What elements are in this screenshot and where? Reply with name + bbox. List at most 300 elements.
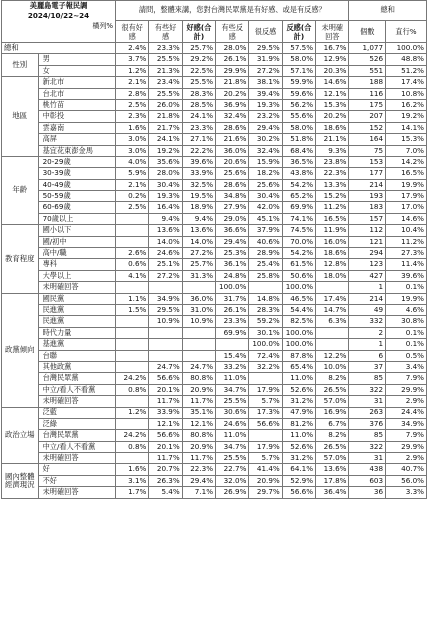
table-row: [2, 202, 427, 213]
row-label: 基進黨: [38, 339, 115, 350]
cell-value: 6.3%: [316, 316, 349, 327]
cell-value: 81.2%: [282, 418, 315, 429]
table-row: [2, 111, 427, 122]
row-label: 台聯: [38, 350, 115, 361]
cell-value: 69.9%: [216, 327, 249, 338]
cell-value: 34.7%: [216, 441, 249, 452]
cell-value: 56.6%: [249, 418, 282, 429]
poll-date: 2024/10/22~24: [27, 11, 90, 20]
group-label: 年齡: [2, 156, 39, 224]
cell-value: 33.9%: [182, 168, 215, 179]
group-label: 政治立場: [2, 407, 39, 464]
cell-value: 12.1%: [149, 418, 182, 429]
cell-value: 36.4%: [316, 487, 349, 498]
cell-value: 55.6%: [282, 111, 315, 122]
cell-value: 12.1%: [182, 418, 215, 429]
table-row: [2, 77, 427, 88]
cell-value: 16.5%: [316, 213, 349, 224]
cell-value: 2.5%: [116, 202, 149, 213]
cell-value: 16.2%: [386, 99, 427, 110]
cell-value: 188: [349, 77, 386, 88]
cell-value: 24.6%: [149, 248, 182, 259]
cell-value: 22.2%: [182, 145, 215, 156]
row-label: 時代力量: [38, 327, 115, 338]
cell-value: 8.2%: [316, 373, 349, 384]
cell-value: 3.0%: [116, 145, 149, 156]
cell-value: 39.6%: [386, 270, 427, 281]
cell-value: 11.7%: [182, 453, 215, 464]
cell-value: 2.3%: [116, 111, 149, 122]
cell-value: 19.3%: [249, 99, 282, 110]
cell-value: [216, 339, 249, 350]
cell-value: 29.5%: [149, 304, 182, 315]
cell-value: 21.7%: [149, 122, 182, 133]
cell-value: 17.8%: [316, 475, 349, 486]
cell-value: 29.4%: [216, 236, 249, 247]
cell-value: 3.3%: [386, 487, 427, 498]
cell-value: 0.1%: [386, 327, 427, 338]
table-row: [2, 350, 427, 361]
cell-value: 12.9%: [316, 54, 349, 65]
cell-value: 0.2%: [116, 191, 149, 202]
cell-value: 294: [349, 248, 386, 259]
cell-value: 25.5%: [216, 396, 249, 407]
cell-value: 25.5%: [182, 77, 215, 88]
cell-value: 11.2%: [316, 202, 349, 213]
cell-value: 22.3%: [182, 464, 215, 475]
cell-value: 47.9%: [282, 407, 315, 418]
cell-value: 24.2%: [116, 373, 149, 384]
cell-value: 28.6%: [216, 179, 249, 190]
cell-value: 24.4%: [386, 407, 427, 418]
cell-value: 18.2%: [249, 168, 282, 179]
row-label: 國小以下: [38, 225, 115, 236]
table-row: [2, 99, 427, 110]
cell-value: 2.1%: [116, 77, 149, 88]
cell-value: 17.4%: [316, 293, 349, 304]
cell-value: 54.2%: [282, 248, 315, 259]
cell-value: 56.6%: [149, 373, 182, 384]
cell-value: 51.2%: [386, 65, 427, 76]
table-row: [2, 384, 427, 395]
cell-value: 30.2%: [249, 134, 282, 145]
row-label: 基宜花東澎金馬: [38, 145, 115, 156]
cell-value: 6: [349, 350, 386, 361]
cell-value: 5.7%: [249, 396, 282, 407]
row-label: 男: [38, 54, 115, 65]
cell-value: 25.1%: [149, 259, 182, 270]
cell-value: 11.0%: [282, 430, 315, 441]
table-row: [2, 407, 427, 418]
cell-value: 100.0%: [386, 43, 427, 54]
cell-value: 26.0%: [149, 99, 182, 110]
cell-value: 19.9%: [386, 293, 427, 304]
cell-value: 28.3%: [182, 88, 215, 99]
cell-value: 16.9%: [316, 407, 349, 418]
cell-value: 82.5%: [282, 316, 315, 327]
cell-value: 23.3%: [216, 316, 249, 327]
cell-value: 14.7%: [316, 304, 349, 315]
cell-value: 14.2%: [386, 156, 427, 167]
cell-value: 19.5%: [182, 191, 215, 202]
cell-value: 21.8%: [149, 111, 182, 122]
cell-value: 1.6%: [116, 122, 149, 133]
cell-value: 68.4%: [282, 145, 315, 156]
cell-value: [116, 316, 149, 327]
cell-value: 19.9%: [386, 179, 427, 190]
cell-value: 52.6%: [282, 441, 315, 452]
column-header: 很反感: [249, 21, 282, 43]
cell-value: 11.0%: [216, 430, 249, 441]
cell-value: 23.8%: [316, 156, 349, 167]
cell-value: 36.0%: [216, 145, 249, 156]
cell-value: 116: [349, 88, 386, 99]
cell-value: 20.7%: [149, 464, 182, 475]
table-row: [2, 236, 427, 247]
cell-value: 2.9%: [386, 396, 427, 407]
table-row: [2, 441, 427, 452]
cell-value: 39.4%: [249, 88, 282, 99]
group-label: 教育程度: [2, 225, 39, 293]
column-header: 有些反感: [216, 21, 249, 43]
cell-value: 20.2%: [216, 88, 249, 99]
cell-value: 28.3%: [249, 304, 282, 315]
cell-value: 153: [349, 156, 386, 167]
cell-value: 28.5%: [182, 99, 215, 110]
cell-value: 32.4%: [216, 111, 249, 122]
cell-value: 26.3%: [149, 475, 182, 486]
row-label: 民進黨: [38, 316, 115, 327]
table-row: [2, 327, 427, 338]
cell-value: 27.3%: [386, 248, 427, 259]
cell-value: 4.1%: [116, 270, 149, 281]
cell-value: 20.3%: [316, 65, 349, 76]
cell-value: 9.3%: [316, 145, 349, 156]
cell-value: [116, 350, 149, 361]
cell-value: 37: [349, 361, 386, 372]
cell-value: 56.6%: [149, 430, 182, 441]
column-header: 有些好感: [149, 21, 182, 43]
cell-value: 27.2%: [182, 248, 215, 259]
cell-value: 25.5%: [149, 54, 182, 65]
cell-value: 25.5%: [149, 88, 182, 99]
cell-value: 32.0%: [216, 475, 249, 486]
cell-value: 24.7%: [149, 361, 182, 372]
cell-value: 64.1%: [282, 464, 315, 475]
row-label: 70歲以上: [38, 213, 115, 224]
cell-value: 31.0%: [182, 304, 215, 315]
cell-value: 18.9%: [182, 202, 215, 213]
cell-value: 11.0%: [216, 373, 249, 384]
cell-value: 30.4%: [249, 191, 282, 202]
cell-value: 10.9%: [182, 316, 215, 327]
cell-value: 75: [349, 145, 386, 156]
cell-value: 18.6%: [316, 248, 349, 259]
cell-value: 14.0%: [149, 236, 182, 247]
cell-value: 28.9%: [249, 248, 282, 259]
column-header: 個數: [349, 21, 386, 43]
cell-value: 30.4%: [149, 179, 182, 190]
cell-value: 19.2%: [386, 111, 427, 122]
cell-value: 14.6%: [316, 77, 349, 88]
cell-value: [149, 339, 182, 350]
cell-value: [116, 361, 149, 372]
cell-value: 1.2%: [116, 407, 149, 418]
cell-value: 14.6%: [386, 213, 427, 224]
cell-value: 65.2%: [282, 191, 315, 202]
cell-value: 15.4%: [216, 350, 249, 361]
cell-value: 58.0%: [282, 54, 315, 65]
cell-value: 20.6%: [216, 156, 249, 167]
cell-value: 7.9%: [386, 373, 427, 384]
cell-value: 85: [349, 430, 386, 441]
cell-value: 322: [349, 441, 386, 452]
cell-value: 31: [349, 453, 386, 464]
row-label: 泛綠: [38, 418, 115, 429]
cell-value: 21.3%: [149, 65, 182, 76]
table-row: [2, 134, 427, 145]
group-label: 性別: [2, 54, 39, 77]
row-label: 不好: [38, 475, 115, 486]
cell-value: 12.8%: [316, 259, 349, 270]
cell-value: 25.6%: [249, 179, 282, 190]
cell-value: 32.2%: [249, 361, 282, 372]
cell-value: 49: [349, 304, 386, 315]
cell-value: 80.8%: [182, 430, 215, 441]
cell-value: 28.0%: [149, 168, 182, 179]
cell-value: [182, 282, 215, 293]
row-label: 中立/看人不看黨: [38, 384, 115, 395]
cell-value: 5.4%: [149, 487, 182, 498]
cell-value: 30.8%: [386, 316, 427, 327]
cell-value: 20.9%: [182, 384, 215, 395]
table-row: [2, 179, 427, 190]
cell-value: 2.9%: [386, 453, 427, 464]
cell-value: 85: [349, 373, 386, 384]
cell-value: 24.6%: [216, 418, 249, 429]
cell-value: 16.0%: [316, 236, 349, 247]
group-label: 國內整體經濟現況: [2, 464, 39, 498]
table-row: [2, 225, 427, 236]
cell-value: [116, 225, 149, 236]
table-row: [2, 168, 427, 179]
cell-value: 0.6%: [116, 259, 149, 270]
cell-value: 15.3%: [386, 134, 427, 145]
cell-value: 2.4%: [116, 43, 149, 54]
cell-value: 24.7%: [182, 361, 215, 372]
row-label: 未明確回答: [38, 396, 115, 407]
cell-value: 164: [349, 134, 386, 145]
cell-value: [116, 282, 149, 293]
cell-value: 22.5%: [182, 65, 215, 76]
cell-value: [182, 350, 215, 361]
cell-value: 42.0%: [249, 202, 282, 213]
cell-value: 9.4%: [182, 213, 215, 224]
table-row: [2, 65, 427, 76]
cell-value: 31: [349, 396, 386, 407]
cell-value: [116, 213, 149, 224]
cell-value: 193: [349, 191, 386, 202]
cell-value: 25.6%: [216, 168, 249, 179]
cell-value: 34.9%: [386, 418, 427, 429]
cell-value: 72.4%: [249, 350, 282, 361]
cell-value: 33.9%: [149, 407, 182, 418]
row-label: 60-69歲: [38, 202, 115, 213]
cell-value: [249, 430, 282, 441]
cell-value: 70.0%: [282, 236, 315, 247]
cell-value: 35.6%: [149, 156, 182, 167]
cell-value: 21.8%: [216, 77, 249, 88]
cell-value: 5.9%: [116, 168, 149, 179]
cell-value: 21.6%: [216, 134, 249, 145]
row-label: 50-59歲: [38, 191, 115, 202]
cell-value: 32.5%: [182, 179, 215, 190]
table-row: [2, 282, 427, 293]
cell-value: 36.1%: [216, 259, 249, 270]
column-header: 反感(合計): [282, 21, 315, 43]
cell-value: 26.9%: [216, 487, 249, 498]
cell-value: 11.4%: [386, 259, 427, 270]
row-label: 大學以上: [38, 270, 115, 281]
cell-value: 29.9%: [386, 441, 427, 452]
cell-value: 57.0%: [316, 453, 349, 464]
cell-value: 40.6%: [249, 236, 282, 247]
row-label: 新北市: [38, 77, 115, 88]
cell-value: 11.7%: [149, 396, 182, 407]
row-label: 台灣民眾黨: [38, 373, 115, 384]
cell-value: 0.8%: [116, 384, 149, 395]
cell-value: 46.5%: [282, 293, 315, 304]
row-label: 中彰投: [38, 111, 115, 122]
cell-value: 8.2%: [316, 430, 349, 441]
row-label: 好: [38, 464, 115, 475]
cell-value: 57.5%: [282, 43, 315, 54]
row-label: 台北市: [38, 88, 115, 99]
row-label: 女: [38, 65, 115, 76]
cell-value: 177: [349, 168, 386, 179]
table-row: [2, 259, 427, 270]
cell-value: 52.9%: [282, 475, 315, 486]
cell-value: 25.7%: [182, 259, 215, 270]
cell-value: 45.1%: [249, 213, 282, 224]
cell-value: 1.5%: [116, 304, 149, 315]
cell-value: 69.9%: [282, 202, 315, 213]
cell-value: 551: [349, 65, 386, 76]
table-row: [2, 339, 427, 350]
cell-value: 183: [349, 202, 386, 213]
cell-value: 31.3%: [182, 270, 215, 281]
table-row: [2, 122, 427, 133]
cell-value: 31.7%: [216, 293, 249, 304]
cell-value: 1.1%: [116, 293, 149, 304]
table-title-cell: [2, 1, 116, 43]
table-row: [2, 43, 427, 54]
cell-value: 29.9%: [216, 65, 249, 76]
cell-value: 25.4%: [249, 259, 282, 270]
cell-value: 65.4%: [282, 361, 315, 372]
cell-value: 25.7%: [182, 43, 215, 54]
cell-value: 59.2%: [249, 316, 282, 327]
table-row: [2, 293, 427, 304]
cell-value: 27.2%: [249, 65, 282, 76]
cell-value: 20.2%: [316, 111, 349, 122]
cell-value: 51.8%: [282, 134, 315, 145]
cell-value: 54.2%: [282, 179, 315, 190]
cell-value: 36.0%: [182, 293, 215, 304]
table-row: [2, 270, 427, 281]
cell-value: 157: [349, 213, 386, 224]
table-row: [2, 464, 427, 475]
table-row: [2, 88, 427, 99]
cell-value: 19.2%: [149, 145, 182, 156]
cell-value: 5.7%: [249, 453, 282, 464]
cell-value: 26.1%: [216, 304, 249, 315]
cell-value: 27.2%: [149, 270, 182, 281]
cell-value: 34.9%: [149, 293, 182, 304]
cell-value: 15.3%: [316, 99, 349, 110]
cell-value: 36.6%: [216, 225, 249, 236]
cell-value: 29.7%: [249, 487, 282, 498]
cell-value: 1: [349, 339, 386, 350]
cell-value: 214: [349, 179, 386, 190]
cell-value: 16.4%: [149, 202, 182, 213]
cell-value: [116, 339, 149, 350]
cell-value: 15.2%: [316, 191, 349, 202]
cell-value: 20.1%: [149, 384, 182, 395]
row-label: 30-39歲: [38, 168, 115, 179]
cell-value: [249, 282, 282, 293]
table-row: [2, 156, 427, 167]
cell-value: [316, 339, 349, 350]
cell-value: [182, 339, 215, 350]
row-label: 未明確回答: [38, 453, 115, 464]
cell-value: 175: [349, 99, 386, 110]
cell-value: [116, 327, 149, 338]
cell-value: 23.4%: [149, 77, 182, 88]
cell-value: 11.9%: [316, 225, 349, 236]
cell-value: 25.5%: [216, 453, 249, 464]
cell-value: 14.0%: [182, 236, 215, 247]
cell-value: 12.2%: [316, 350, 349, 361]
cell-value: 23.2%: [249, 111, 282, 122]
cell-value: 20.1%: [149, 441, 182, 452]
cell-value: 29.2%: [182, 54, 215, 65]
cell-value: 11.7%: [149, 453, 182, 464]
cell-value: 58.0%: [282, 122, 315, 133]
cell-value: 1: [349, 282, 386, 293]
column-header: 很有好感: [116, 21, 149, 43]
cell-value: 2.8%: [116, 88, 149, 99]
cell-value: 36: [349, 487, 386, 498]
cell-value: [149, 327, 182, 338]
row-label: 桃竹苗: [38, 99, 115, 110]
cell-value: 14.1%: [386, 122, 427, 133]
cell-value: 3.7%: [116, 54, 149, 65]
group-label: 地區: [2, 77, 39, 157]
cell-value: 7.0%: [386, 145, 427, 156]
cell-value: 100.0%: [282, 339, 315, 350]
cell-value: 39.6%: [182, 156, 215, 167]
cell-value: 17.9%: [249, 441, 282, 452]
cell-value: 13.3%: [316, 179, 349, 190]
cell-value: 2.5%: [116, 99, 149, 110]
table-row: [2, 304, 427, 315]
row-label: 20-29歲: [38, 156, 115, 167]
table-row: [2, 191, 427, 202]
cell-value: 28.0%: [216, 43, 249, 54]
table-row: [2, 361, 427, 372]
cell-value: 59.6%: [282, 88, 315, 99]
